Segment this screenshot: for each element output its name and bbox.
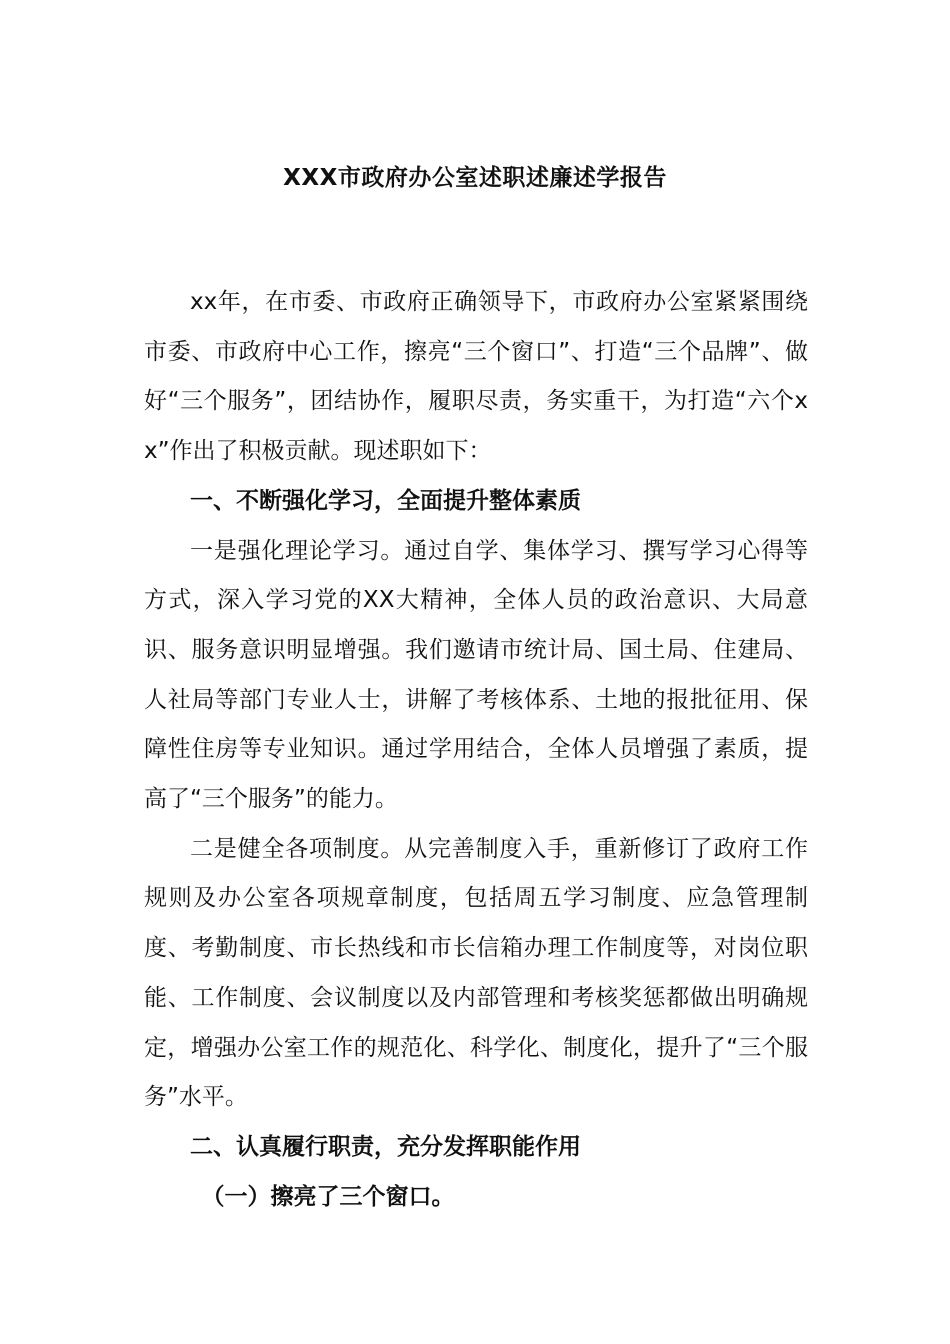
section-heading-1: 一、不断强化学习，全面提升整体素质	[190, 487, 581, 514]
document-body	[144, 278, 808, 1222]
document-title: XXX市政府办公室述职述廉述学报告	[283, 165, 667, 191]
intro-paragraph: xx年，在市委、市政府正确领导下，市政府办公室紧紧围绕市委、市政府中心工作，擦亮“三个窗口”、打造“三个品牌”、做好“三个服务”，团结协作，履职尽责，务实重干，为打造“六个xx”作出了积极贡献。现述职如下：	[144, 289, 808, 465]
subsection-heading-1: （一）擦亮了三个窗口。	[201, 1183, 455, 1210]
section-heading-2: 二、认真履行职责，充分发挥职能作用	[190, 1133, 581, 1160]
section1-paragraph-1: 一是强化理论学习。通过自学、集体学习、撰写学习心得等方式，深入学习党的XX大精神，全体人员的政治意识、大局意识、服务意识明显增强。我们邀请市统计局、国土局、住建局、人社局等部门专业人士，讲解了考核体系、土地的报批征用、保障性住房等专业知识。通过学用结合，全体人员增强了素质，提高了“三个服务”的能力。	[144, 537, 808, 813]
section1-paragraph-2: 二是健全各项制度。从完善制度入手，重新修订了政府工作规则及办公室各项规章制度，包括周五学习制度、应急管理制度、考勤制度、市长热线和市长信箱办理工作制度等，对岗位职能、工作制度、会议制度以及内部管理和考核奖惩都做出明确规定，增强办公室工作的规范化、科学化、制度化，提升了“三个服务”水平。	[144, 835, 808, 1111]
